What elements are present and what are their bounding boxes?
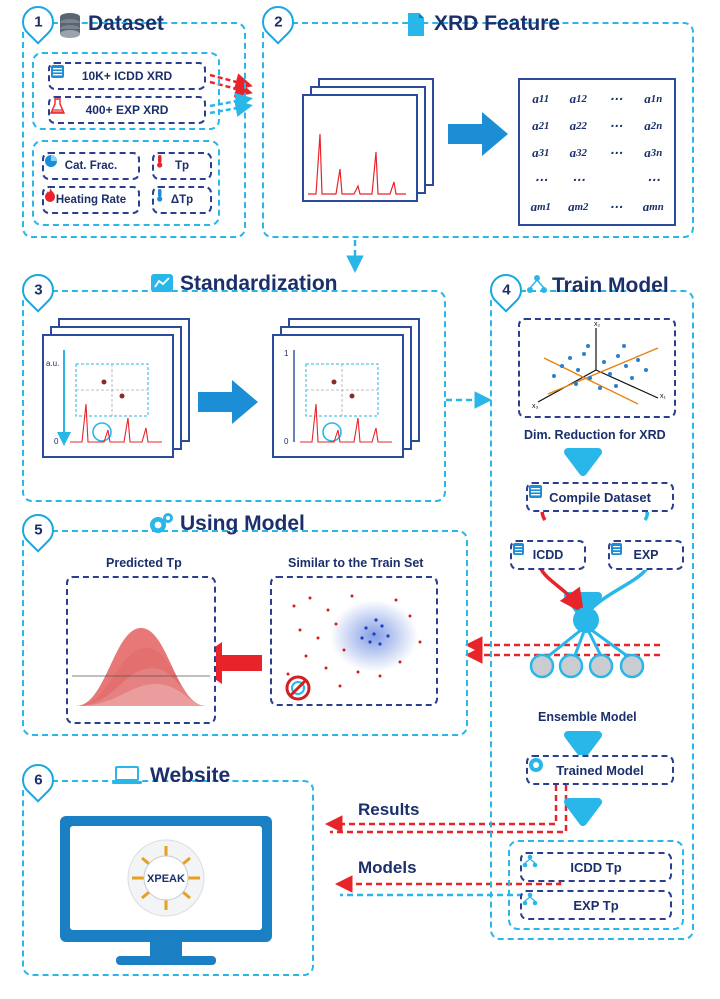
section-title-standardization: Standardization [180,272,338,295]
svg-text:a.u.: a.u. [46,359,60,368]
thermometer-icon [154,188,166,202]
icdd-tp-box[interactable] [520,852,672,882]
dataset-catfrac-label: Cat. Frac. [64,160,118,172]
no-entry-icon [287,677,309,699]
svg-text:x₂: x₂ [594,321,601,328]
section-title-train-model: Train Model [552,274,669,297]
matrix-cell: ⋯ [534,171,548,187]
dataset-heating-box[interactable] [42,186,140,214]
icdd-label: ICDD [532,548,564,562]
exp-tp-box[interactable] [520,890,672,920]
step-badge-3: 3 [15,267,60,312]
matrix-cell: ⋯ [609,144,623,160]
trained-model-label: Trained Model [556,762,644,778]
website-monitor [42,806,292,976]
dataset-dtp-label: ΔTp [170,194,194,206]
matrix-grid [522,86,672,220]
matrix-cell: ⋯ [646,171,660,187]
svg-text:0: 0 [54,437,59,446]
icdd-box[interactable] [510,540,586,570]
svg-text:1: 1 [284,349,289,358]
matrix-cell: ⋯ [571,171,585,187]
matrix-cell: ⋯ [609,118,623,134]
section-title-website: Website [150,764,231,787]
svg-text:x₁: x₁ [660,393,666,400]
similar-train-set-caption: Similar to the Train Set [288,556,424,570]
matrix-cell: a 1n [644,91,663,107]
std-plot-left [42,334,174,458]
gear-icon [528,757,544,773]
section-title-using-model: Using Model [180,512,305,535]
icdd-tp-label: ICDD Tp [570,859,622,875]
section-title-dataset: Dataset [88,12,164,35]
step-badge-5: 5 [15,507,60,552]
compile-dataset-box[interactable] [526,482,674,512]
flame-icon [44,188,56,202]
ensemble-tree-graphic [490,600,694,710]
matrix-cell: a 21 [532,118,550,134]
matrix-cell: a 3n [644,144,663,160]
svg-text:x₃: x₃ [532,403,539,410]
step-badge-6: 6 [15,757,60,802]
matrix-cell: a 2n [644,118,663,134]
ensemble-model-caption: Ensemble Model [538,710,637,724]
exp-tp-label: EXP Tp [573,897,619,913]
matrix-cell: ⋯ [609,198,623,214]
svg-text:0: 0 [284,437,289,446]
list-icon [50,64,65,79]
step-badge-1: 1 [15,0,60,45]
dataset-exp-label: 400+ EXP XRD [85,103,169,117]
matrix-cell: a 12 [569,91,587,107]
models-label: Models [358,858,417,877]
matrix-cell: a m1 [530,198,551,214]
dataset-icdd-label: 10K+ ICDD XRD [81,69,173,83]
predicted-tp-distribution [66,576,216,724]
step-badge-2: 2 [255,0,300,45]
matrix-cell: a 31 [532,144,550,160]
similarity-scatter [270,576,438,706]
dataset-exp-box[interactable] [48,96,206,124]
xrd-pattern-plot [302,94,418,202]
exp-box[interactable] [608,540,684,570]
matrix-cell: ⋯ [609,91,623,107]
list-icon [610,542,623,556]
dataset-heating-label: Heating Rate [55,194,127,206]
list-icon [528,484,543,499]
compile-dataset-label: Compile Dataset [549,489,651,505]
matrix-cell: a 22 [569,118,587,134]
dataset-dtp-box[interactable] [152,186,212,214]
model-tree-icon [522,854,538,868]
dim-reduction-caption: Dim. Reduction for XRD [524,428,666,442]
section-title-xrd-feature: XRD Feature [434,12,561,35]
matrix-cell: a 11 [532,91,550,107]
step-badge-4: 4 [483,267,528,312]
predicted-tp-caption: Predicted Tp [106,556,182,570]
flask-icon [50,98,65,115]
exp-label: EXP [633,548,659,562]
std-plot-right [272,334,404,458]
results-label: Results [358,800,420,819]
xpeak-logo-text: XPEAK [147,873,185,885]
dataset-catfrac-box[interactable] [42,152,140,180]
trained-model-box[interactable] [526,755,674,785]
matrix-cell: a mn [642,198,664,214]
thermometer-icon [154,154,166,168]
dataset-icdd-box[interactable] [48,62,206,90]
model-tree-icon [522,892,538,906]
dim-reduction-scatter [518,318,676,418]
pie-icon [44,154,58,168]
dataset-tp-label: Tp [174,160,190,172]
matrix-cell: a 32 [569,144,587,160]
list-icon [512,542,525,556]
matrix-cell: a m2 [568,198,589,214]
dataset-tp-box[interactable] [152,152,212,180]
